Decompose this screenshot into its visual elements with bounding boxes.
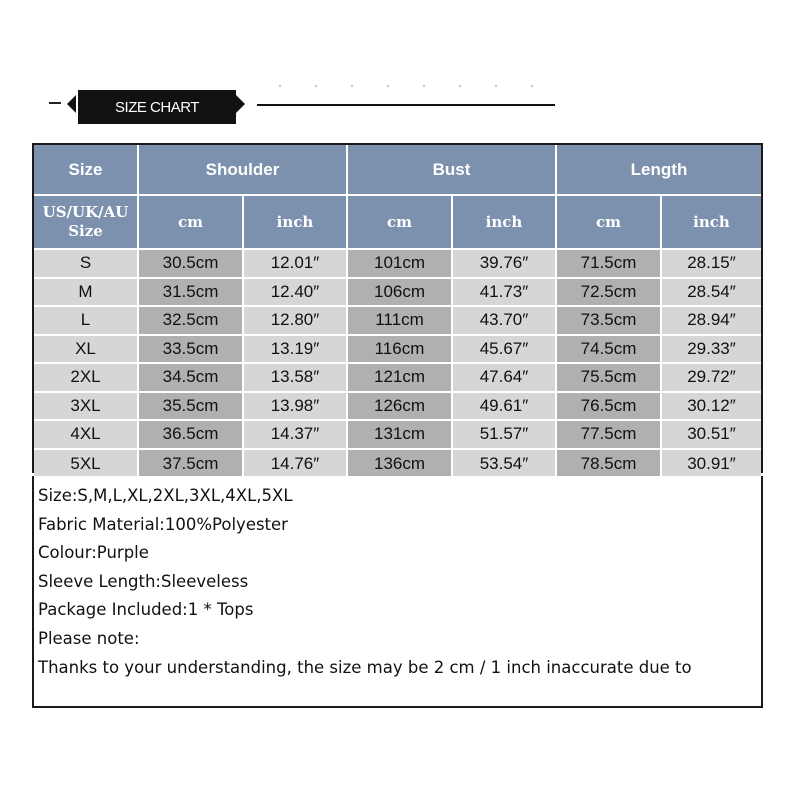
cell-bust-cm: 101cm (348, 250, 453, 279)
header-unit-shoulder-cm: cm (139, 196, 244, 250)
cell-bust-cm: 136cm (348, 450, 453, 479)
cell-length-inch: 30.51″ (662, 421, 761, 450)
cell-shoulder-inch: 13.98″ (244, 393, 348, 422)
banner-rule (257, 104, 555, 106)
cell-length-cm: 75.5cm (557, 364, 662, 393)
cell-bust-inch: 51.57″ (453, 421, 557, 450)
header-size-region-line1: US/UK/AU (42, 203, 129, 221)
cell-length-inch: 28.15″ (662, 250, 761, 279)
cell-bust-inch: 47.64″ (453, 364, 557, 393)
cell-length-inch: 30.12″ (662, 393, 761, 422)
cell-shoulder-cm: 34.5cm (139, 364, 244, 393)
table-row (34, 450, 761, 479)
cell-length-inch: 28.54″ (662, 279, 761, 308)
header-unit-length-cm: cm (557, 196, 662, 250)
banner-title: SIZE CHART (78, 90, 236, 124)
cell-shoulder-cm: 33.5cm (139, 336, 244, 365)
info-sizes: Size:S,M,L,XL,2XL,3XL,4XL,5XL (38, 486, 293, 505)
cell-shoulder-inch: 12.40″ (244, 279, 348, 308)
header-unit-bust-inch: inch (453, 196, 557, 250)
header-bust: Bust (348, 145, 557, 196)
info-note-text: Thanks to your understanding, the size may be 2 cm / 1 inch inaccurate due to (38, 657, 692, 677)
banner-dash (49, 102, 61, 104)
info-package: Package Included:1 * Tops (38, 600, 254, 620)
info-note-heading: Please note: (38, 628, 140, 648)
banner-left-arrow (67, 95, 76, 113)
cell-shoulder-cm: 30.5cm (139, 250, 244, 279)
cell-bust-inch: 39.76″ (453, 250, 557, 279)
table-row (34, 250, 761, 279)
cell-length-cm: 76.5cm (557, 393, 662, 422)
info-colour: Colour:Purple (38, 543, 149, 563)
cell-bust-inch: 53.54″ (453, 450, 557, 479)
table-row (34, 336, 761, 365)
cell-shoulder-cm: 32.5cm (139, 307, 244, 336)
cell-bust-inch: 41.73″ (453, 279, 557, 308)
header-unit-shoulder-inch: inch (244, 196, 348, 250)
cell-size: L (34, 307, 139, 336)
table-row (34, 364, 761, 393)
cell-size: 5XL (34, 450, 139, 479)
cell-length-cm: 77.5cm (557, 421, 662, 450)
cell-size: M (34, 279, 139, 308)
cell-shoulder-inch: 12.01″ (244, 250, 348, 279)
table-row (34, 307, 761, 336)
cell-shoulder-inch: 14.76″ (244, 450, 348, 479)
cell-bust-inch: 49.61″ (453, 393, 557, 422)
cell-bust-inch: 43.70″ (453, 307, 557, 336)
info-sleeve: Sleeve Length:Sleeveless (38, 571, 249, 591)
header-row-units (34, 196, 761, 250)
cell-length-inch: 30.91″ (662, 450, 761, 479)
cell-bust-inch: 45.67″ (453, 336, 557, 365)
banner-right-arrow (236, 95, 245, 113)
banner-dots (262, 84, 552, 88)
header-unit-length-inch: inch (662, 196, 761, 250)
header-size: Size (34, 145, 139, 196)
cell-length-cm: 74.5cm (557, 336, 662, 365)
cell-shoulder-inch: 13.58″ (244, 364, 348, 393)
cell-length-inch: 29.72″ (662, 364, 761, 393)
cell-shoulder-inch: 14.37″ (244, 421, 348, 450)
info-fabric: Fabric Material:100%Polyester (38, 514, 288, 534)
size-table-frame (32, 143, 763, 473)
cell-size: XL (34, 336, 139, 365)
size-chart-banner (0, 0, 800, 140)
cell-length-cm: 72.5cm (557, 279, 662, 308)
cell-length-cm: 71.5cm (557, 250, 662, 279)
cell-length-cm: 78.5cm (557, 450, 662, 479)
cell-bust-cm: 106cm (348, 279, 453, 308)
header-shoulder: Shoulder (139, 145, 348, 196)
cell-bust-cm: 131cm (348, 421, 453, 450)
header-unit-bust-cm: cm (348, 196, 453, 250)
cell-shoulder-inch: 12.80″ (244, 307, 348, 336)
cell-shoulder-cm: 36.5cm (139, 421, 244, 450)
table-row (34, 279, 761, 308)
cell-length-inch: 28.94″ (662, 307, 761, 336)
cell-length-inch: 29.33″ (662, 336, 761, 365)
cell-bust-cm: 116cm (348, 336, 453, 365)
cell-shoulder-inch: 13.19″ (244, 336, 348, 365)
cell-bust-cm: 126cm (348, 393, 453, 422)
cell-bust-cm: 121cm (348, 364, 453, 393)
size-table (34, 145, 761, 478)
cell-size: 3XL (34, 393, 139, 422)
header-size-region-line2: Size (68, 222, 103, 240)
header-length: Length (557, 145, 761, 196)
table-row (34, 421, 761, 450)
cell-size: 2XL (34, 364, 139, 393)
cell-length-cm: 73.5cm (557, 307, 662, 336)
product-info-box (32, 476, 763, 708)
cell-size: 4XL (34, 421, 139, 450)
cell-size: S (34, 250, 139, 279)
header-row-groups (34, 145, 761, 196)
header-size-region (34, 196, 139, 250)
cell-bust-cm: 111cm (348, 307, 453, 336)
table-row (34, 393, 761, 422)
cell-shoulder-cm: 35.5cm (139, 393, 244, 422)
cell-shoulder-cm: 37.5cm (139, 450, 244, 479)
cell-shoulder-cm: 31.5cm (139, 279, 244, 308)
